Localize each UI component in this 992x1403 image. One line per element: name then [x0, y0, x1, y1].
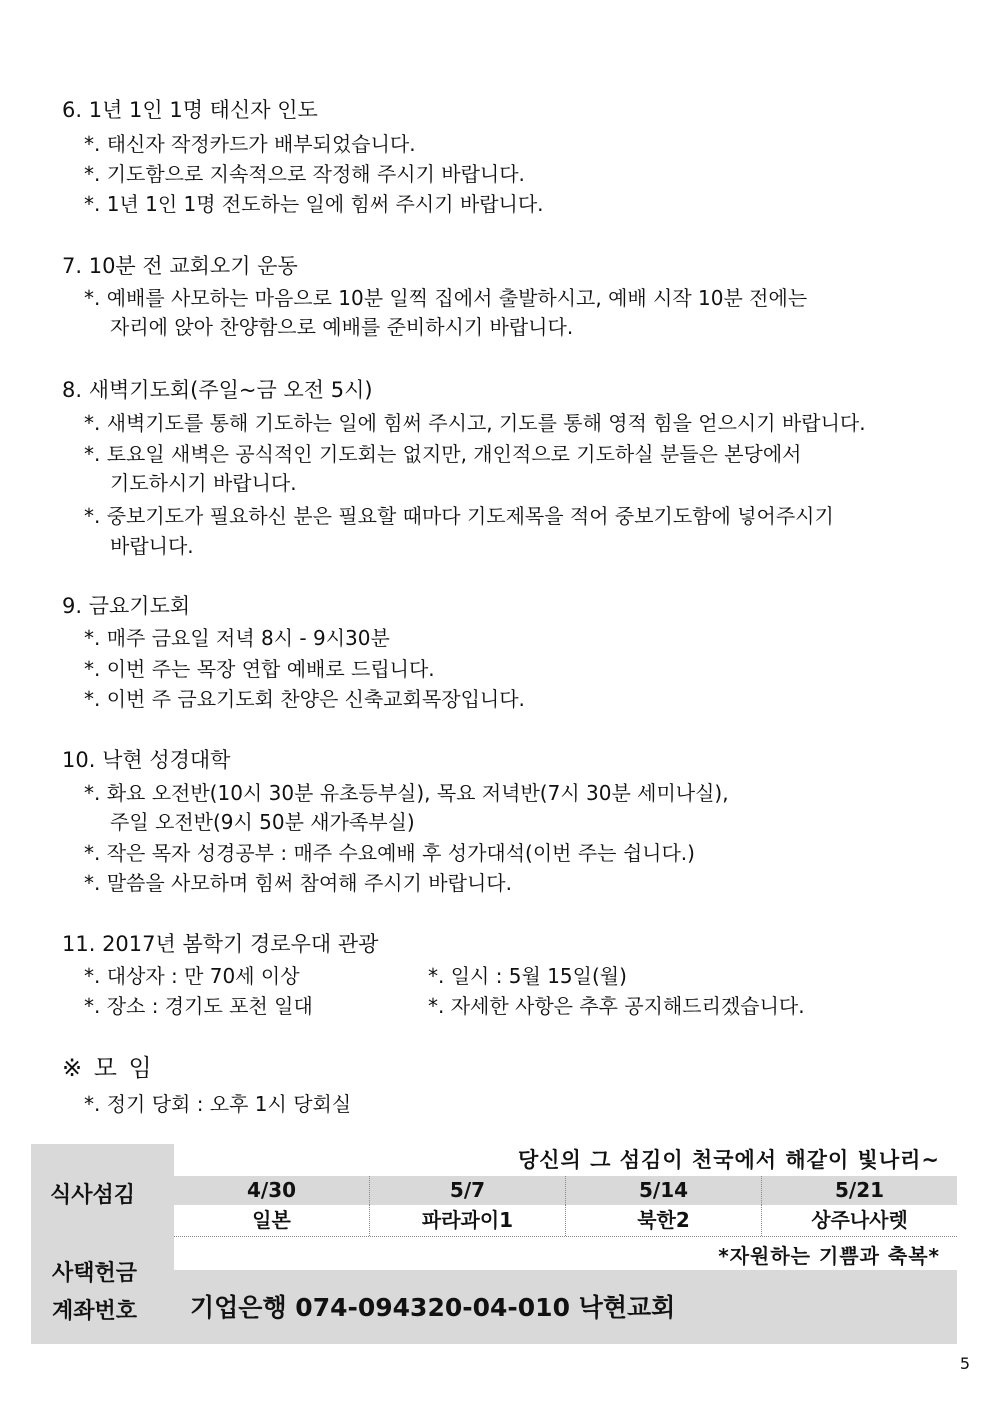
- section-7-title: 7. 10분 전 교회오기 운동: [62, 254, 298, 278]
- section-11-title: 11. 2017년 봄학기 경로우대 관광: [62, 932, 379, 956]
- meal-dates-row: [174, 1176, 957, 1205]
- section-8-line-3: 기도하시기 바랍니다.: [110, 471, 297, 495]
- account-number: 기업은행 074-094320-04-010 낙현교회: [190, 1293, 676, 1322]
- service-slogan: 당신의 그 섬김이 천국에서 해같이 빛나리~: [517, 1148, 940, 1172]
- section-11-line-1: *. 대상자 : 만 70세 이상: [84, 964, 300, 988]
- meal-date-2: 5/7: [369, 1176, 565, 1205]
- section-9-line-1: *. 매주 금요일 저녁 8시 - 9시30분: [84, 626, 390, 650]
- section-11-line-3: *. 장소 : 경기도 포천 일대: [84, 994, 313, 1018]
- section-6-line-1: *. 태신자 작정카드가 배부되었습니다.: [84, 132, 416, 156]
- section-10-title: 10. 낙현 성경대학: [62, 748, 231, 772]
- section-8-title: 8. 새벽기도회(주일~금 오전 5시): [62, 378, 373, 402]
- meal-service-label: 식사섬김: [50, 1183, 136, 1208]
- moim-line-1: *. 정기 당회 : 오후 1시 당회실: [84, 1092, 352, 1116]
- section-9-title: 9. 금요기도회: [62, 594, 191, 618]
- section-9-line-3: *. 이번 주 금요기도회 찬양은 신축교회목장입니다.: [84, 687, 525, 711]
- moim-title: ※ 모 임: [62, 1054, 154, 1082]
- section-8-line-4: *. 중보기도가 필요하신 분은 필요할 때마다 기도제목을 적어 중보기도함에 넣어주시기: [84, 504, 834, 528]
- section-9-line-2: *. 이번 주는 목장 연합 예배로 드립니다.: [84, 657, 435, 681]
- section-8-line-5: 바랍니다.: [110, 534, 194, 558]
- meal-group-3: 북한2: [565, 1205, 761, 1236]
- account-label: 계좌번호: [52, 1299, 138, 1324]
- section-8-line-1: *. 새벽기도를 통해 기도하는 일에 힘써 주시고, 기도를 통해 영적 힘을 얻으시기 바랍니다.: [84, 411, 866, 435]
- meal-group-4: 상주나사렛: [761, 1205, 957, 1236]
- meal-group-2: 파라과이1: [369, 1205, 565, 1236]
- donation-label: 사택헌금: [52, 1261, 138, 1286]
- page-number: 5: [959, 1354, 970, 1373]
- section-11-line-2: *. 일시 : 5월 15일(월): [428, 964, 627, 988]
- section-6-title: 6. 1년 1인 1명 태신자 인도: [62, 98, 318, 122]
- donation-note: *자원하는 기쁨과 축복*: [718, 1244, 940, 1268]
- section-6-line-2: *. 기도함으로 지속적으로 작정해 주시기 바랍니다.: [84, 162, 525, 186]
- meal-groups-row: [174, 1205, 957, 1237]
- section-7-line-1: *. 예배를 사모하는 마음으로 10분 일찍 집에서 출발하시고, 예배 시작 10분 전에는: [84, 286, 808, 310]
- section-7-line-2: 자리에 앉아 찬양함으로 예배를 준비하시기 바랍니다.: [110, 315, 574, 339]
- section-6-line-3: *. 1년 1인 1명 전도하는 일에 힘써 주시기 바랍니다.: [84, 192, 544, 216]
- section-10-line-2: 주일 오전반(9시 50분 새가족부실): [110, 810, 415, 834]
- section-10-line-3: *. 작은 목자 성경공부 : 매주 수요예배 후 성가대석(이번 주는 쉽니다.): [84, 841, 695, 865]
- section-10-line-1: *. 화요 오전반(10시 30분 유초등부실), 목요 저녁반(7시 30분 세미나실),: [84, 781, 729, 805]
- meal-date-4: 5/21: [761, 1176, 957, 1205]
- section-8-line-2: *. 토요일 새벽은 공식적인 기도회는 없지만, 개인적으로 기도하실 분들은 본당에서: [84, 442, 802, 466]
- meal-date-1: 4/30: [246, 1178, 297, 1202]
- section-10-line-4: *. 말씀을 사모하며 힘써 참여해 주시기 바랍니다.: [84, 871, 512, 895]
- meal-date-3: 5/14: [565, 1176, 761, 1205]
- meal-group-1: 일본: [252, 1208, 291, 1232]
- section-11-line-4: *. 자세한 사항은 추후 공지해드리겠습니다.: [428, 994, 805, 1018]
